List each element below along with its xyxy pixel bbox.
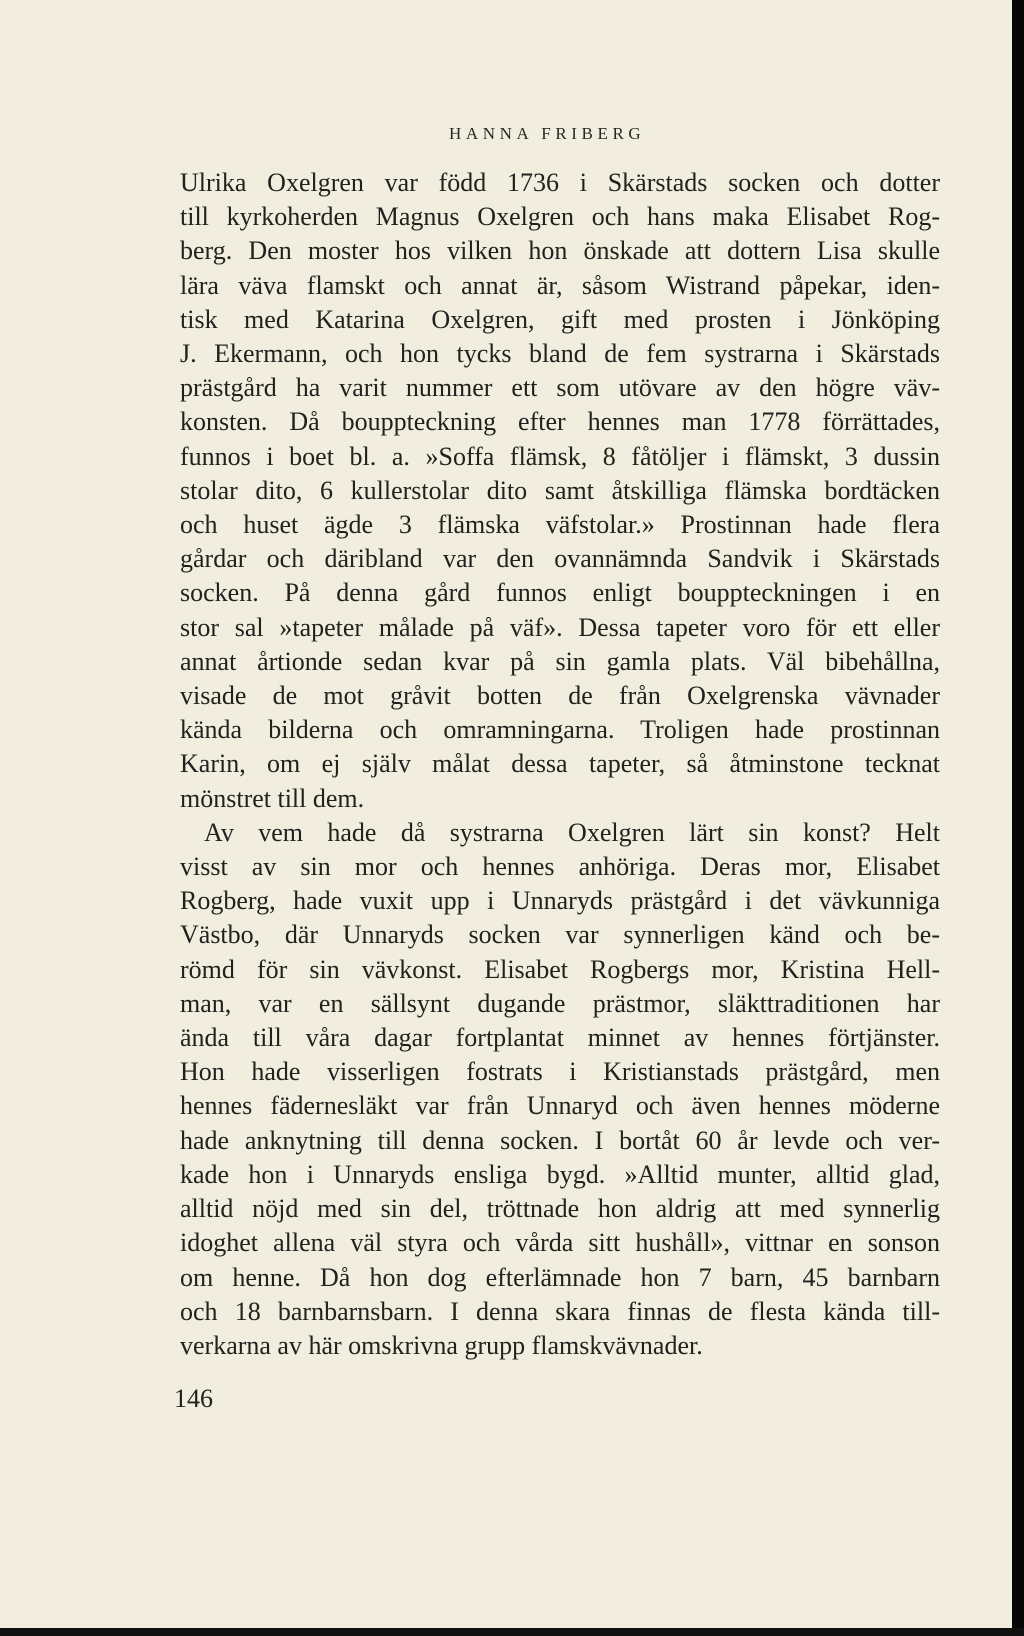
text-line: socken. På denna gård funnos enligt bouppteckningen i en (180, 578, 940, 608)
text-line: visade de mot gråvit botten de från Oxelgrenska vävnader (180, 681, 940, 711)
text-line: hennes fädernesläkt var från Unnaryd och även hennes möderne (180, 1091, 940, 1121)
text-line: mönstret till dem. (180, 783, 365, 813)
text-line: J. Ekermann, och hon tycks bland de fem systrarna i Skärstads (180, 339, 940, 369)
text-line: hade anknytning till denna socken. I bortåt 60 år levde och ver- (180, 1125, 940, 1155)
text-line: funnos i boet bl. a. »Soffa flämsk, 8 fåtöljer i flämskt, 3 dussin (180, 441, 940, 471)
text-line: visst av sin mor och hennes anhöriga. Deras mor, Elisabet (180, 852, 940, 882)
text-line: lära väva flamskt och annat är, såsom Wistrand påpekar, iden- (180, 270, 940, 300)
text-line: Västbo, där Unnaryds socken var synnerligen känd och be- (180, 920, 940, 950)
text-line: annat årtionde sedan kvar på sin gamla plats. Väl bibehållna, (180, 646, 940, 676)
text-line: konsten. Då bouppteckning efter hennes man 1778 förrättades, (180, 407, 940, 437)
text-line: och huset ägde 3 flämska väfstolar.» Prostinnan hade flera (180, 510, 940, 540)
text-line: gårdar och däribland var den ovannämnda Sandvik i Skärstads (180, 544, 940, 574)
paragraph-1 (180, 166, 940, 816)
text-line: och 18 barnbarnsbarn. I denna skara finnas de flesta kända till- (180, 1296, 940, 1326)
text-line: kända bilderna och omramningarna. Troligen hade prostinnan (180, 715, 940, 745)
text-line: römd för sin vävkonst. Elisabet Rogbergs mor, Kristina Hell- (180, 954, 940, 984)
text-line: Karin, om ej själv målat dessa tapeter, så åtminstone tecknat (180, 749, 940, 779)
text-line: till kyrkoherden Magnus Oxelgren och hans maka Elisabet Rog- (180, 202, 940, 232)
text-line: Ulrika Oxelgren var född 1736 i Skärstads socken och dotter (180, 168, 940, 197)
text-line: om henne. Då hon dog efterlämnade hon 7 barn, 45 barnbarn (180, 1262, 940, 1292)
text-line: Hon hade visserligen fostrats i Kristianstads prästgård, men (180, 1057, 940, 1087)
text-line: Av vem hade då systrarna Oxelgren lärt sin konst? Helt (204, 817, 940, 847)
text-line: ända till våra dagar fortplantat minnet av hennes förtjänster. (180, 1023, 940, 1053)
running-head: HANNA FRIBERG (449, 124, 646, 143)
text-line: kade hon i Unnaryds ensliga bygd. »Alltid munter, alltid glad, (180, 1159, 940, 1189)
text-line: stolar dito, 6 kullerstolar dito samt åtskilliga flämska bordtäcken (180, 475, 940, 505)
scan-border-bottom (0, 1628, 1024, 1636)
paragraph-2 (180, 816, 940, 1363)
text-line: tisk med Katarina Oxelgren, gift med prosten i Jönköping (180, 304, 940, 334)
text-line: Rogberg, hade vuxit upp i Unnaryds prästgård i det vävkunniga (180, 886, 940, 916)
body-text (180, 166, 940, 1363)
text-line: verkarna av här omskrivna grupp flamskvävnader. (180, 1330, 703, 1360)
text-line: berg. Den moster hos vilken hon önskade att dottern Lisa skulle (180, 236, 940, 266)
text-line: stor sal »tapeter målade på väf». Dessa tapeter voro för ett eller (180, 612, 940, 642)
text-line: alltid nöjd med sin del, tröttnade hon aldrig att med synnerlig (180, 1194, 940, 1224)
text-line: man, var en sällsynt dugande prästmor, släkttraditionen har (180, 988, 940, 1018)
page-number: 146 (174, 1384, 213, 1413)
scan-border-right (1012, 0, 1024, 1636)
text-line: prästgård ha varit nummer ett som utövare av den högre väv- (180, 373, 940, 403)
text-line: idoghet allena väl styra och vårda sitt hushåll», vittnar en sonson (180, 1228, 940, 1258)
